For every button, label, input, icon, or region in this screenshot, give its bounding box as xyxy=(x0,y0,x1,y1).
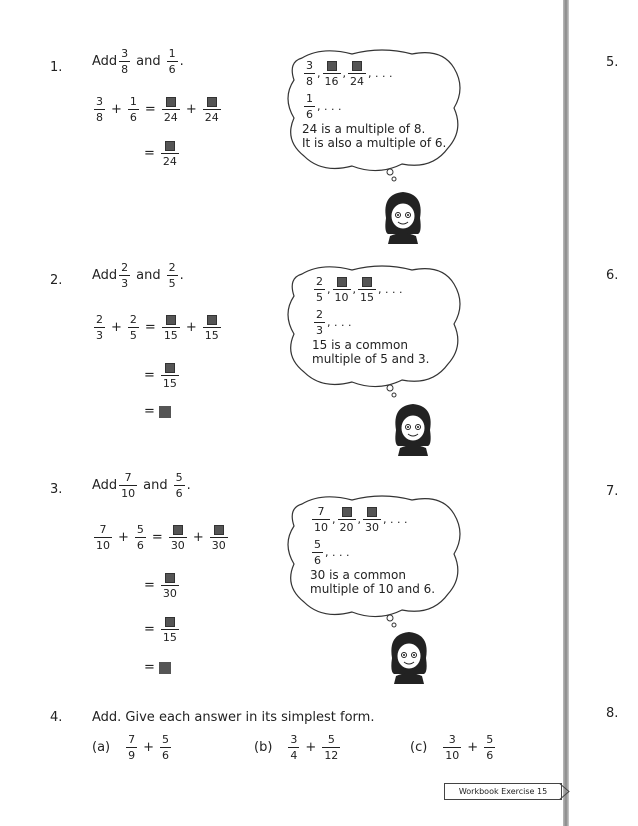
bubble-text: 24 is a multiple of 8. xyxy=(302,122,426,136)
answer-box[interactable]: 30 xyxy=(161,572,179,599)
answer-box[interactable]: 24 xyxy=(161,140,179,167)
bubble-content: $\frac{3}{8}$ , 16 , 24 , . . . $\frac{1}{6}$ , . . . 24 is a multiple of 8. It is also a multiple of 6. xyxy=(302,59,447,150)
answer-box[interactable] xyxy=(159,662,171,674)
q1-number: 1. xyxy=(50,60,63,75)
q4-instruction: Add. Give each answer in its simplest form. xyxy=(92,710,375,725)
q4-part-b: (b) $\frac{3}{4}$ + $\frac{5}{12}$ xyxy=(254,733,339,762)
q4-number: 4. xyxy=(50,710,63,725)
answer-box[interactable] xyxy=(159,406,171,418)
q3-equation-2: = 30 xyxy=(140,572,181,599)
margin-number: 6. xyxy=(606,268,619,283)
q1-fraction-2: $\frac{1}{6}$ xyxy=(168,47,176,76)
page-spine xyxy=(563,0,569,826)
q4-part-a: (a) $\frac{7}{9}$ + $\frac{5}{6}$ xyxy=(92,733,170,762)
q1-add-word: Add xyxy=(92,54,118,69)
answer-box[interactable]: 15 xyxy=(161,362,179,389)
q3-prompt: Add $\frac{7}{10}$ and $\frac{5}{6}$ . xyxy=(92,471,191,500)
q2-prompt: Add $\frac{2}{3}$ and $\frac{2}{5}$ . xyxy=(92,261,184,290)
q2-equation-1: $\frac{2}{3}$ + $\frac{2}{5}$ = 15 + 15 xyxy=(96,313,219,342)
answer-box[interactable]: 15 xyxy=(203,314,221,341)
answer-box[interactable]: 24 xyxy=(162,96,180,123)
bubble-content: $\frac{7}{10}$ , 20 , 30 , . . . $\frac{5}{6}$ , . . . 30 is a common multiple of 10 and 6. xyxy=(310,505,436,596)
answer-box[interactable]: 15 xyxy=(162,314,180,341)
q2-equation-3: = xyxy=(140,404,171,419)
q2-equation-2: = 15 xyxy=(140,362,181,389)
answer-box[interactable]: 15 xyxy=(161,616,179,643)
q1-equation-2: = 24 xyxy=(140,140,181,167)
workbook-exercise-label: Workbook Exercise 15 xyxy=(444,783,562,800)
q1-equation-1: $\frac{3}{8}$ + $\frac{1}{6}$ = 24 + 24 xyxy=(96,95,219,124)
girl-illustration xyxy=(388,400,438,456)
q3-equation-1: $\frac{7}{10}$ + $\frac{5}{6}$ = 30 + 30 xyxy=(96,523,226,552)
bubble-text: multiple of 5 and 3. xyxy=(312,352,430,366)
q2-number: 2. xyxy=(50,273,63,288)
q1-and-word: and xyxy=(136,54,161,69)
q3-equation-4: = xyxy=(140,660,171,675)
margin-number: 8. xyxy=(606,706,619,721)
arrow-tip-icon xyxy=(559,783,571,800)
answer-box[interactable]: 24 xyxy=(203,96,221,123)
q3-number: 3. xyxy=(50,482,63,497)
answer-box[interactable]: 30 xyxy=(210,524,228,551)
margin-number: 7. xyxy=(606,484,619,499)
q3-equation-3: = 15 xyxy=(140,616,181,643)
bubble-text: 15 is a common xyxy=(312,338,408,352)
q1-prompt: Add $\frac{3}{8}$ and $\frac{1}{6}$ . xyxy=(92,47,184,76)
bubble-text: 30 is a common xyxy=(310,568,406,582)
bubble-text: multiple of 10 and 6. xyxy=(310,582,436,596)
girl-illustration xyxy=(384,628,434,684)
bubble-text: It is also a multiple of 6. xyxy=(302,136,447,150)
q1-fraction-1: $\frac{3}{8}$ xyxy=(121,47,129,76)
bubble-content: $\frac{2}{5}$ , 10 , 15 , . . . $\frac{2}{3}$ , . . . 15 is a common multiple of 5 and 3. xyxy=(312,275,430,366)
margin-number: 5. xyxy=(606,55,619,70)
answer-box[interactable]: 30 xyxy=(169,524,187,551)
girl-illustration xyxy=(378,188,428,244)
q4-part-c: (c) $\frac{3}{10}$ + $\frac{5}{6}$ xyxy=(410,733,494,762)
